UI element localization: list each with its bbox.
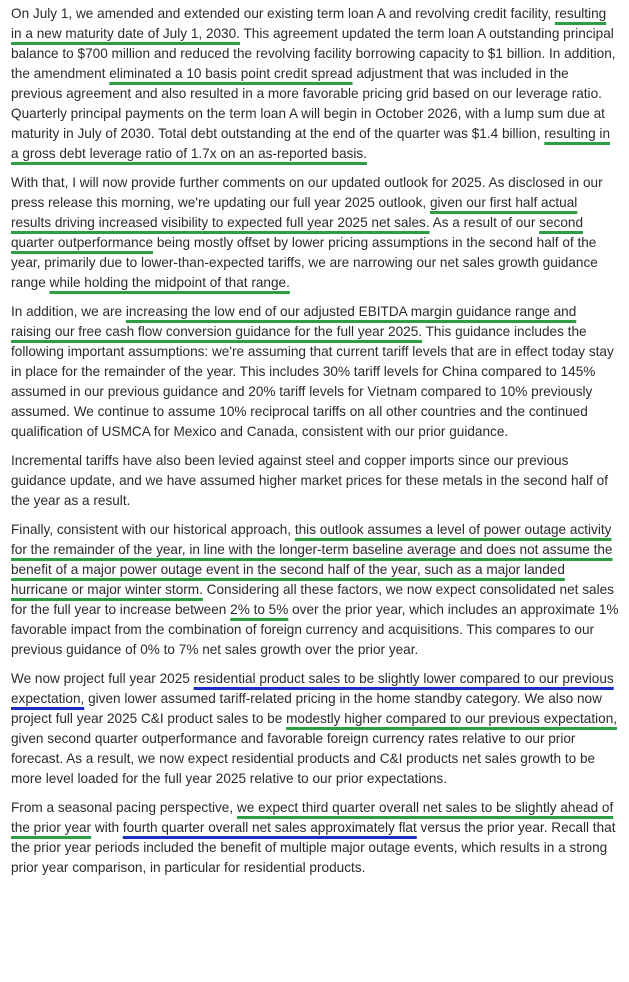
- text-segment: over the prior year, which includes an approximate 1% favorable impact from the combination of foreign currency and acquisitions. This compares to our previous guidance of 0% to 7% net sales growth over the prior year.: [11, 602, 619, 657]
- text-segment: with: [91, 820, 123, 835]
- text-segment: This agreement updated the term loan A outstanding principal balance to $700 million and reduced the revolving facility borrowing capacity to $1 billion. In addition, the amendment: [11, 26, 616, 81]
- paragraph-guidance-assumptions: [11, 302, 620, 442]
- green-underlined-highlight: this outlook assumes a level of power outage activity for the remainder of the year, in line with the longer-term baseline average and does not assume the benefit of a major power outage event in the second half of the year, such as a major landed hurricane or major winter storm.: [11, 522, 613, 597]
- text-segment: This guidance includes the following important assumptions: we're assuming that current tariff levels that are in effect today stay in place for the remainder of the year. This includes 30% tariff levels for China compared to 145% assumed in our previous guidance and 20% tariff levels for Vietnam compared to 10% previously assumed. We continue to assume 10% reciprocal tariffs on all other countries and the continued qualification of USMCA for Mexico and Canada, consistent with our prior guidance.: [11, 324, 614, 439]
- text-segment: given second quarter outperformance and favorable foreign currency rates relative to our prior forecast. As a result, we now expect residential products and C&I products net sales growth to be more level loaded for the full year 2025 relative to our prior expectations.: [11, 731, 596, 786]
- paragraph-outlook: [11, 173, 620, 293]
- blue-underlined-highlight: fourth quarter overall net sales approximately flat: [122, 820, 417, 835]
- paragraph-metal-tariffs: [11, 451, 620, 511]
- green-underlined-highlight: resulting in a new maturity date of July 1, 2030.: [11, 6, 607, 41]
- text-segment: From a seasonal pacing perspective,: [11, 800, 237, 815]
- green-underlined-highlight: increasing the low end of our adjusted EBITDA margin guidance range and raising our free cash flow conversion guidance for the full year 2025.: [11, 304, 577, 339]
- text-segment: With that, I will now provide further comments on our updated outlook for 2025. As disclosed in our press release this morning, we're updating our full year 2025 outlook,: [11, 175, 603, 210]
- text-segment: Incremental tariffs have also been levied against steel and copper imports since our previous guidance update, and we have assumed higher market prices for these metals in the second half of the year as a result.: [11, 453, 608, 508]
- text-segment: given lower assumed tariff-related pricing in the home standby category. We also now project full year 2025 C&I product sales to be: [11, 691, 602, 726]
- text-segment: Finally, consistent with our historical approach,: [11, 522, 295, 537]
- green-underlined-highlight: modestly higher compared to our previous expectation,: [286, 711, 618, 726]
- paragraph-power-outage: [11, 520, 620, 660]
- paragraph-product-sales: [11, 669, 620, 789]
- paragraph-debt: [11, 4, 620, 164]
- green-underlined-highlight: resulting in a gross debt leverage ratio of 1.7x on an as-reported basis.: [11, 126, 611, 161]
- text-segment: As a result of our: [429, 215, 540, 230]
- green-underlined-highlight: second quarter outperformance: [11, 215, 584, 250]
- green-underlined-highlight: while holding the midpoint of that range.: [49, 275, 290, 290]
- text-segment: Considering all these factors, we now expect consolidated net sales for the full year to increase between: [11, 582, 614, 617]
- green-underlined-highlight: given our first half actual results driving increased visibility to expected full year 2025 net sales.: [11, 195, 578, 230]
- green-underlined-highlight: 2% to 5%: [230, 602, 289, 617]
- text-segment: versus the prior year. Recall that the prior year periods included the benefit of multiple major outage events, which results in a strong prior year comparison, in particular for residential products.: [11, 820, 616, 875]
- green-underlined-highlight: we expect third quarter overall net sales to be slightly ahead of the prior year: [11, 800, 614, 835]
- blue-underlined-highlight: residential product sales to be slightly lower compared to our previous expectation,: [11, 671, 614, 706]
- text-segment: In addition, we are: [11, 304, 126, 319]
- text-segment: On July 1, we amended and extended our existing term loan A and revolving credit facility,: [11, 6, 555, 21]
- text-segment: adjustment that was included in the previous agreement and also resulted in a more favorable pricing grid based on our leverage ratio. Quarterly principal payments on the term loan A will begin in October 2026, with a lump sum due at maturity in July of 2030. Total debt outstanding at the end of the quarter was $1.4 billion,: [11, 66, 605, 141]
- green-underlined-highlight: eliminated a 10 basis point credit spread: [109, 66, 353, 81]
- paragraph-seasonal-pacing: [11, 798, 620, 878]
- text-segment: We now project full year 2025: [11, 671, 194, 686]
- text-segment: being mostly offset by lower pricing assumptions in the second half of the year, primarily due to lower-than-expected tariffs, we are narrowing our net sales growth guidance range: [11, 235, 598, 290]
